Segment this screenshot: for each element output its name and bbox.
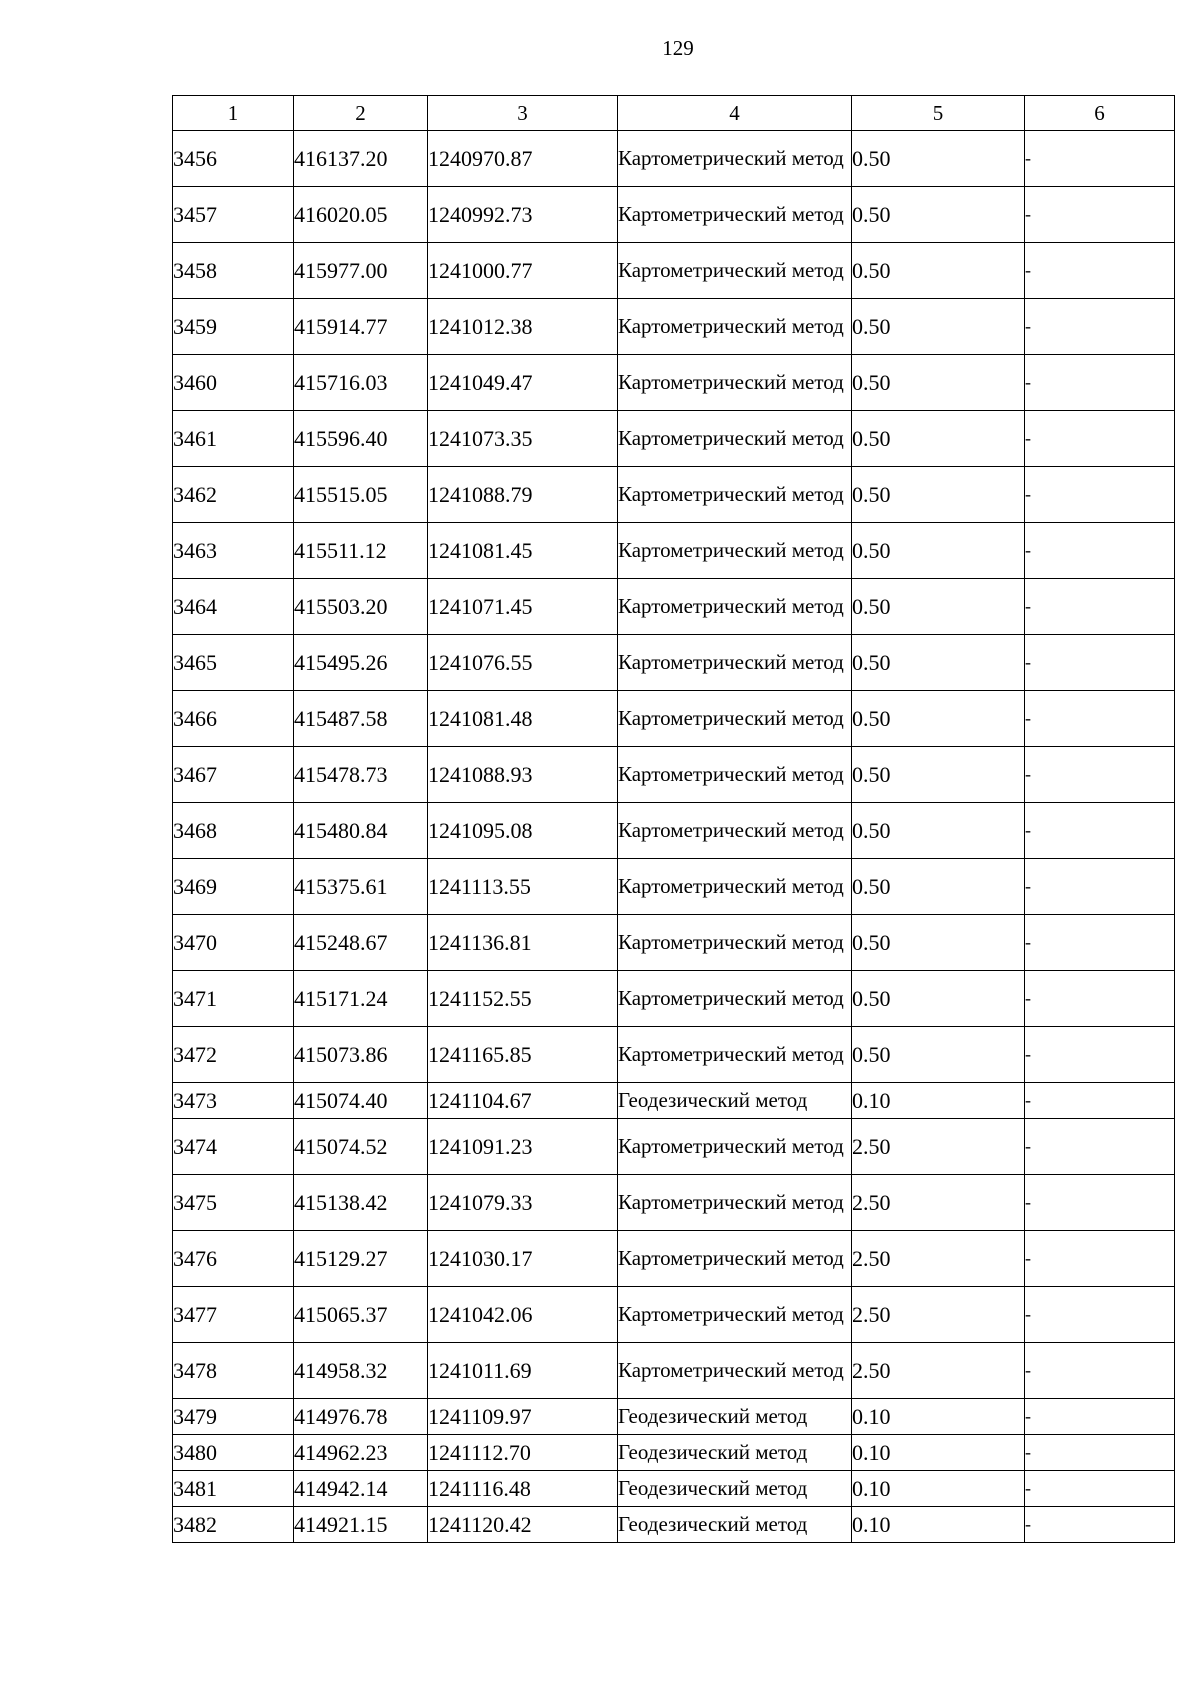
note-cell: - [1025, 1231, 1175, 1287]
method-cell: Картометрический метод [618, 1175, 852, 1231]
table-row [173, 915, 1175, 971]
point-number-cell: 3476 [173, 1231, 294, 1287]
point-number-cell: 3472 [173, 1027, 294, 1083]
table-row [173, 1343, 1175, 1399]
note-cell: - [1025, 355, 1175, 411]
point-number-cell: 3456 [173, 131, 294, 187]
y-coordinate-cell: 1241073.35 [428, 411, 618, 467]
column-header: 5 [852, 96, 1025, 131]
table-row [173, 1287, 1175, 1343]
point-number-cell: 3478 [173, 1343, 294, 1399]
x-coordinate-cell: 414921.15 [294, 1507, 428, 1543]
y-coordinate-cell: 1241071.45 [428, 579, 618, 635]
column-header: 2 [294, 96, 428, 131]
x-coordinate-cell: 415065.37 [294, 1287, 428, 1343]
table-row [173, 1175, 1175, 1231]
method-cell: Картометрический метод [618, 131, 852, 187]
point-number-cell: 3481 [173, 1471, 294, 1507]
y-coordinate-cell: 1241011.69 [428, 1343, 618, 1399]
note-cell: - [1025, 523, 1175, 579]
y-coordinate-cell: 1241095.08 [428, 803, 618, 859]
table-row [173, 243, 1175, 299]
method-cell: Картометрический метод [618, 915, 852, 971]
y-coordinate-cell: 1241104.67 [428, 1083, 618, 1119]
method-cell: Геодезический метод [618, 1083, 852, 1119]
table-row [173, 971, 1175, 1027]
table-row [173, 1119, 1175, 1175]
note-cell: - [1025, 971, 1175, 1027]
accuracy-cell: 0.50 [852, 187, 1025, 243]
table-row [173, 1083, 1175, 1119]
accuracy-cell: 0.50 [852, 523, 1025, 579]
y-coordinate-cell: 1241030.17 [428, 1231, 618, 1287]
note-cell: - [1025, 1435, 1175, 1471]
header-row [173, 96, 1175, 131]
method-cell: Картометрический метод [618, 411, 852, 467]
y-coordinate-cell: 1241049.47 [428, 355, 618, 411]
method-cell: Картометрический метод [618, 1287, 852, 1343]
point-number-cell: 3473 [173, 1083, 294, 1119]
table-body [173, 131, 1175, 1543]
x-coordinate-cell: 414958.32 [294, 1343, 428, 1399]
accuracy-cell: 0.50 [852, 467, 1025, 523]
point-number-cell: 3480 [173, 1435, 294, 1471]
note-cell: - [1025, 915, 1175, 971]
method-cell: Картометрический метод [618, 691, 852, 747]
note-cell: - [1025, 187, 1175, 243]
note-cell: - [1025, 1471, 1175, 1507]
accuracy-cell: 0.50 [852, 747, 1025, 803]
note-cell: - [1025, 859, 1175, 915]
y-coordinate-cell: 1240970.87 [428, 131, 618, 187]
x-coordinate-cell: 415073.86 [294, 1027, 428, 1083]
note-cell: - [1025, 1287, 1175, 1343]
table-row [173, 411, 1175, 467]
table-row [173, 187, 1175, 243]
table-row [173, 803, 1175, 859]
point-number-cell: 3465 [173, 635, 294, 691]
table-row [173, 1399, 1175, 1435]
note-cell: - [1025, 691, 1175, 747]
x-coordinate-cell: 416137.20 [294, 131, 428, 187]
x-coordinate-cell: 415596.40 [294, 411, 428, 467]
table-row [173, 747, 1175, 803]
point-number-cell: 3469 [173, 859, 294, 915]
method-cell: Картометрический метод [618, 467, 852, 523]
table-row [173, 1231, 1175, 1287]
method-cell: Картометрический метод [618, 859, 852, 915]
accuracy-cell: 0.10 [852, 1471, 1025, 1507]
point-number-cell: 3475 [173, 1175, 294, 1231]
method-cell: Картометрический метод [618, 523, 852, 579]
table-row [173, 859, 1175, 915]
x-coordinate-cell: 415074.40 [294, 1083, 428, 1119]
y-coordinate-cell: 1241088.93 [428, 747, 618, 803]
point-number-cell: 3457 [173, 187, 294, 243]
note-cell: - [1025, 131, 1175, 187]
note-cell: - [1025, 1083, 1175, 1119]
note-cell: - [1025, 1119, 1175, 1175]
table-row [173, 635, 1175, 691]
x-coordinate-cell: 415074.52 [294, 1119, 428, 1175]
point-number-cell: 3467 [173, 747, 294, 803]
note-cell: - [1025, 1399, 1175, 1435]
y-coordinate-cell: 1241109.97 [428, 1399, 618, 1435]
point-number-cell: 3466 [173, 691, 294, 747]
method-cell: Картометрический метод [618, 747, 852, 803]
x-coordinate-cell: 414942.14 [294, 1471, 428, 1507]
y-coordinate-cell: 1240992.73 [428, 187, 618, 243]
accuracy-cell: 2.50 [852, 1175, 1025, 1231]
x-coordinate-cell: 415248.67 [294, 915, 428, 971]
y-coordinate-cell: 1241136.81 [428, 915, 618, 971]
x-coordinate-cell: 416020.05 [294, 187, 428, 243]
y-coordinate-cell: 1241079.33 [428, 1175, 618, 1231]
accuracy-cell: 0.50 [852, 691, 1025, 747]
accuracy-cell: 0.50 [852, 803, 1025, 859]
x-coordinate-cell: 415515.05 [294, 467, 428, 523]
y-coordinate-cell: 1241113.55 [428, 859, 618, 915]
table-row [173, 1435, 1175, 1471]
x-coordinate-cell: 415375.61 [294, 859, 428, 915]
table-row [173, 131, 1175, 187]
note-cell: - [1025, 467, 1175, 523]
note-cell: - [1025, 803, 1175, 859]
y-coordinate-cell: 1241120.42 [428, 1507, 618, 1543]
accuracy-cell: 0.50 [852, 915, 1025, 971]
note-cell: - [1025, 1027, 1175, 1083]
table-row [173, 1027, 1175, 1083]
table-row [173, 691, 1175, 747]
x-coordinate-cell: 415478.73 [294, 747, 428, 803]
table-row [173, 1507, 1175, 1543]
method-cell: Картометрический метод [618, 579, 852, 635]
method-cell: Картометрический метод [618, 803, 852, 859]
method-cell: Картометрический метод [618, 299, 852, 355]
point-number-cell: 3471 [173, 971, 294, 1027]
method-cell: Картометрический метод [618, 187, 852, 243]
note-cell: - [1025, 1507, 1175, 1543]
column-header: 6 [1025, 96, 1175, 131]
coordinates-table [172, 95, 1175, 1543]
point-number-cell: 3482 [173, 1507, 294, 1543]
table-row [173, 355, 1175, 411]
table-row [173, 523, 1175, 579]
note-cell: - [1025, 243, 1175, 299]
method-cell: Картометрический метод [618, 1027, 852, 1083]
y-coordinate-cell: 1241112.70 [428, 1435, 618, 1471]
accuracy-cell: 2.50 [852, 1119, 1025, 1175]
column-header: 1 [173, 96, 294, 131]
x-coordinate-cell: 415914.77 [294, 299, 428, 355]
accuracy-cell: 0.50 [852, 579, 1025, 635]
point-number-cell: 3458 [173, 243, 294, 299]
accuracy-cell: 2.50 [852, 1231, 1025, 1287]
x-coordinate-cell: 414976.78 [294, 1399, 428, 1435]
y-coordinate-cell: 1241165.85 [428, 1027, 618, 1083]
column-header: 4 [618, 96, 852, 131]
note-cell: - [1025, 747, 1175, 803]
method-cell: Картометрический метод [618, 635, 852, 691]
point-number-cell: 3459 [173, 299, 294, 355]
accuracy-cell: 0.50 [852, 131, 1025, 187]
method-cell: Картометрический метод [618, 1119, 852, 1175]
table-row [173, 579, 1175, 635]
accuracy-cell: 0.10 [852, 1399, 1025, 1435]
point-number-cell: 3463 [173, 523, 294, 579]
y-coordinate-cell: 1241081.45 [428, 523, 618, 579]
point-number-cell: 3461 [173, 411, 294, 467]
accuracy-cell: 0.50 [852, 243, 1025, 299]
point-number-cell: 3462 [173, 467, 294, 523]
x-coordinate-cell: 415487.58 [294, 691, 428, 747]
x-coordinate-cell: 415171.24 [294, 971, 428, 1027]
y-coordinate-cell: 1241091.23 [428, 1119, 618, 1175]
y-coordinate-cell: 1241076.55 [428, 635, 618, 691]
accuracy-cell: 0.50 [852, 1027, 1025, 1083]
x-coordinate-cell: 415511.12 [294, 523, 428, 579]
accuracy-cell: 0.50 [852, 411, 1025, 467]
accuracy-cell: 0.10 [852, 1083, 1025, 1119]
method-cell: Геодезический метод [618, 1507, 852, 1543]
point-number-cell: 3470 [173, 915, 294, 971]
accuracy-cell: 2.50 [852, 1343, 1025, 1399]
point-number-cell: 3464 [173, 579, 294, 635]
x-coordinate-cell: 415129.27 [294, 1231, 428, 1287]
y-coordinate-cell: 1241088.79 [428, 467, 618, 523]
column-header: 3 [428, 96, 618, 131]
accuracy-cell: 0.50 [852, 355, 1025, 411]
note-cell: - [1025, 299, 1175, 355]
accuracy-cell: 0.50 [852, 859, 1025, 915]
table-row [173, 1471, 1175, 1507]
x-coordinate-cell: 415716.03 [294, 355, 428, 411]
accuracy-cell: 0.50 [852, 635, 1025, 691]
point-number-cell: 3474 [173, 1119, 294, 1175]
note-cell: - [1025, 411, 1175, 467]
method-cell: Геодезический метод [618, 1399, 852, 1435]
x-coordinate-cell: 415495.26 [294, 635, 428, 691]
y-coordinate-cell: 1241081.48 [428, 691, 618, 747]
x-coordinate-cell: 415503.20 [294, 579, 428, 635]
y-coordinate-cell: 1241000.77 [428, 243, 618, 299]
y-coordinate-cell: 1241042.06 [428, 1287, 618, 1343]
point-number-cell: 3477 [173, 1287, 294, 1343]
y-coordinate-cell: 1241116.48 [428, 1471, 618, 1507]
method-cell: Картометрический метод [618, 1231, 852, 1287]
y-coordinate-cell: 1241012.38 [428, 299, 618, 355]
method-cell: Картометрический метод [618, 355, 852, 411]
table-row [173, 299, 1175, 355]
note-cell: - [1025, 1175, 1175, 1231]
point-number-cell: 3479 [173, 1399, 294, 1435]
method-cell: Геодезический метод [618, 1435, 852, 1471]
x-coordinate-cell: 415480.84 [294, 803, 428, 859]
accuracy-cell: 0.10 [852, 1507, 1025, 1543]
x-coordinate-cell: 414962.23 [294, 1435, 428, 1471]
method-cell: Картометрический метод [618, 971, 852, 1027]
table-header [173, 96, 1175, 131]
table-row [173, 467, 1175, 523]
x-coordinate-cell: 415138.42 [294, 1175, 428, 1231]
accuracy-cell: 0.50 [852, 299, 1025, 355]
method-cell: Картометрический метод [618, 1343, 852, 1399]
accuracy-cell: 2.50 [852, 1287, 1025, 1343]
accuracy-cell: 0.10 [852, 1435, 1025, 1471]
point-number-cell: 3460 [173, 355, 294, 411]
note-cell: - [1025, 579, 1175, 635]
note-cell: - [1025, 635, 1175, 691]
method-cell: Картометрический метод [618, 243, 852, 299]
accuracy-cell: 0.50 [852, 971, 1025, 1027]
y-coordinate-cell: 1241152.55 [428, 971, 618, 1027]
method-cell: Геодезический метод [618, 1471, 852, 1507]
page-number: 129 [662, 36, 694, 60]
point-number-cell: 3468 [173, 803, 294, 859]
x-coordinate-cell: 415977.00 [294, 243, 428, 299]
note-cell: - [1025, 1343, 1175, 1399]
